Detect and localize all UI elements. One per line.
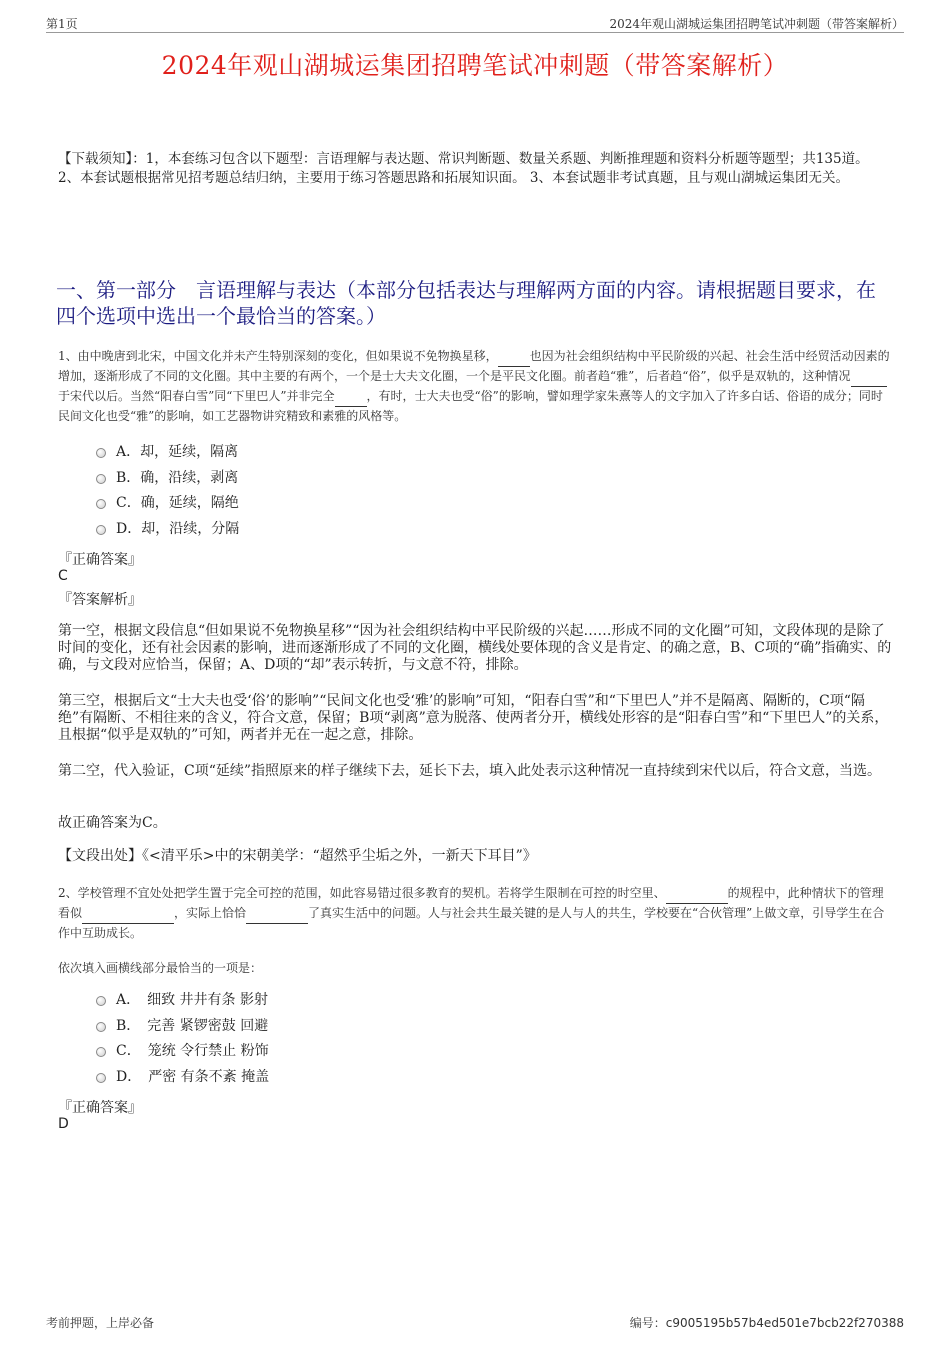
analysis-paragraph: 第二空，代入验证，C项“延续”指照原来的样子继续下去，延长下去，填入此处表示这种情况一直持续到宋代以后，符合文意，当选。: [58, 763, 882, 779]
radio-icon[interactable]: [96, 1047, 106, 1057]
blank-2: [82, 904, 174, 924]
radio-icon[interactable]: [96, 1022, 106, 1032]
question-2-prompt: 依次填入画横线部分最恰当的一项是：: [58, 961, 263, 975]
footer-slogan: 考前押题，上岸必备: [46, 1316, 155, 1330]
code-label: 编号：: [629, 1316, 666, 1330]
analysis-conclusion: 故正确答案为C。: [58, 815, 167, 831]
option-a[interactable]: A．却，延续，隔离: [96, 440, 239, 466]
question-2-text: 2、学校管理不宜处处把学生置于完全可控的范围，如此容易错过很多教育的契机。若将学生限制在可控的时空里、 的规程中，此种情状下的管理看似 ，实际上恰恰 了真实生活中的问题。人与社会共生最关键的是人与人的共生，学校要在“合伙管理”上做文章，引导学生在合作中互助成长。: [58, 886, 885, 940]
page-footer: [46, 1314, 904, 1330]
page-number: 第1页: [46, 17, 78, 31]
answer-value: C: [58, 568, 68, 584]
option-c[interactable]: C． 笼统 令行禁止 粉饰: [96, 1039, 269, 1065]
answer-value: D: [58, 1116, 69, 1132]
section-heading: 一、第一部分 言语理解与表达（本部分包括表达与理解两方面的内容。请根据题目要求，在四个选项中选出一个最恰当的答案。）: [56, 278, 876, 328]
radio-icon[interactable]: [96, 1073, 106, 1083]
option-c[interactable]: C．确，延续，隔绝: [96, 491, 239, 517]
option-d[interactable]: D． 严密 有条不紊 掩盖: [96, 1065, 269, 1091]
blank-3: [335, 387, 367, 407]
blank-1: [498, 347, 530, 367]
radio-icon[interactable]: [96, 525, 106, 535]
blank-3: [246, 904, 308, 924]
option-b[interactable]: B． 完善 紧锣密鼓 回避: [96, 1014, 269, 1040]
option-a[interactable]: A． 细致 井井有条 影射: [96, 988, 269, 1014]
document-title: 2024年观山湖城运集团招聘笔试冲刺题（带答案解析）: [161, 51, 789, 80]
text-source: 【文段出处】《<清平乐>中的宋朝美学：“超然乎尘垢之外，一新天下耳目”》: [58, 848, 537, 864]
analysis-label: 『答案解析』: [58, 592, 142, 608]
download-notice: 【下载须知】：1，本套练习包含以下题型：言语理解与表达题、常识判断题、数量关系题、判断推理题和资料分析题等题型；共135道。 2、本套试题根据常见招考题总结归纳，主要用于练习答题思路和拓展知识面。 3、本套试题非考试真题，且与观山湖城运集团无关。: [58, 151, 869, 186]
radio-icon[interactable]: [96, 448, 106, 458]
blank-2: [851, 367, 887, 387]
answer-label: 『正确答案』: [58, 552, 142, 568]
answer-label: 『正确答案』: [58, 1100, 142, 1116]
analysis-paragraph: 第三空，根据后文“士大夫也受‘俗’的影响”“民间文化也受‘雅’的影响”可知，“阳春白雪”和“下里巴人”并不是隔离、隔断的，C项“隔绝”有隔断、不相往来的含义，符合文意，保留；B项“剥离”意为脱落、使两者分开，横线处形容的是“阳春白雪”和“下里巴人”的关系，且根据“似乎是双轨的”可知，两者并无在一起之意，排除。: [58, 693, 889, 743]
radio-icon[interactable]: [96, 499, 106, 509]
code-value: c9005195b57b4ed501e7bcb22f270388: [665, 1316, 904, 1330]
page-header: [46, 14, 904, 33]
radio-icon[interactable]: [96, 474, 106, 484]
analysis-paragraph: 第一空，根据文段信息“但如果说不免物换星移”“因为社会组织结构中平民阶级的兴起……形成不同的文化圈”可知，文段体现的是除了时间的变化，还有社会因素的影响，进而逐渐形成了不同的文化圈，横线处要体现的含义是肯定、的确之意，B、C项的“确”指确实、的确，与文段对应恰当，保留；A、D项的“却”表示转折，与文意不符，排除。: [58, 623, 892, 673]
question-1-options: [96, 440, 239, 542]
document-code: [630, 1314, 904, 1331]
header-doc-title: 2024年观山湖城运集团招聘笔试冲刺题（带答案解析）: [609, 17, 904, 31]
option-d[interactable]: D．却，沿续，分隔: [96, 517, 239, 543]
question-2-options: [96, 988, 269, 1090]
option-b[interactable]: B．确，沿续，剥离: [96, 466, 239, 492]
radio-icon[interactable]: [96, 996, 106, 1006]
blank-1: [666, 884, 728, 904]
question-1-text: 1、由中晚唐到北宋，中国文化并未产生特别深刻的变化，但如果说不免物换星移， 也因为社会组织结构中平民阶级的兴起、社会生活中经贸活动因素的增加，逐渐形成了不同的文化圈。其中主要的有两个，一个是士大夫文化圈，一个是平民文化圈。前者趋“雅”，后者趋“俗”，似乎是双轨的，这种情况 于宋代以后。当然“阳春白雪”同“下里巴人”并非完全 ，有时，士大夫也受“俗”的影响，譬如理学家朱熹等人的文字加入了许多白话、俗语的成分；同时民间文化也受“雅”的影响，如工艺器物讲究精致和素雅的风格等。: [58, 349, 890, 423]
